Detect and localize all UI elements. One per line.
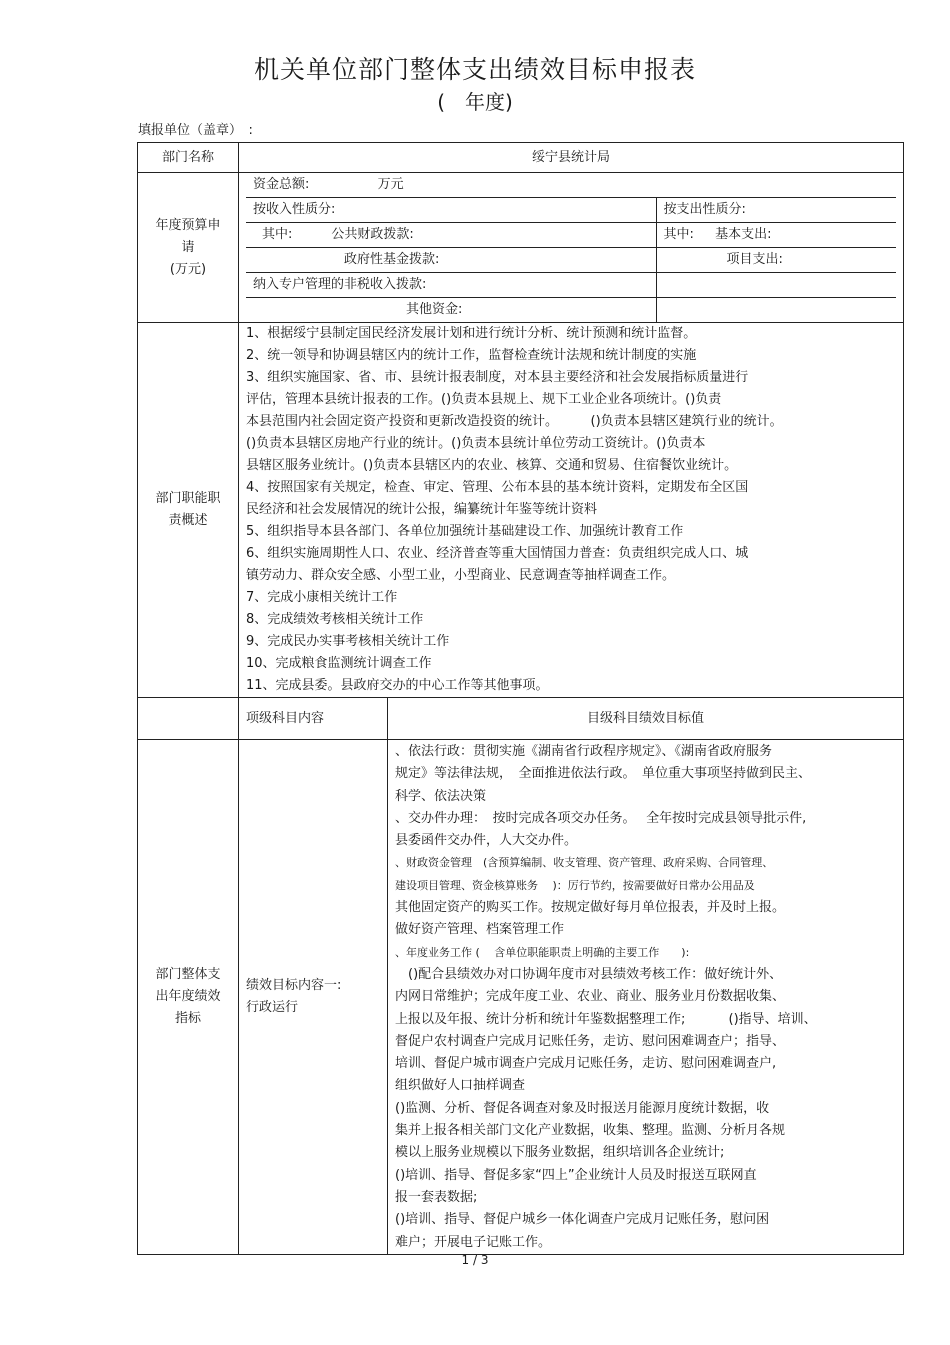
duty-line: 11、完成县委。县政府交办的中心工作等其他事项。	[246, 678, 549, 693]
perf-line: 上报以及年报、统计分析和统计年鉴数据整理工作; ()指导、培训、	[395, 1011, 817, 1027]
declaration-table	[137, 142, 904, 1255]
perf-line: 培训、督促户城市调查户完成月记账任务，走访、慰问困难调查户,	[395, 1056, 777, 1072]
duties-label-line: 部门职能职	[155, 491, 221, 506]
perf-col1-header: 项级科目内容	[239, 698, 388, 740]
duties-label-line: 责概述	[168, 513, 208, 528]
perf-line: 、依法行政：贯彻实施《湖南省行政程序规定》、《湖南省政府服务	[395, 744, 773, 759]
empty-cell	[656, 298, 896, 323]
duty-line: 本县范围内社会固定资产投资和更新改造投资的统计。 ()负责本县辖区建筑行业的统计。	[246, 414, 783, 429]
page-number: 1 / 3	[461, 1253, 489, 1267]
budget-label-line: 请	[181, 239, 195, 255]
total-fund-cell	[246, 173, 896, 198]
perf-line: ()培训、指导、督促户城乡一体化调查户完成月记账任务，慰问困	[395, 1212, 770, 1228]
duty-line: 县辖区服务业统计。()负责本县辖区内的农业、核算、交通和贸易、住宿餐饮业统计。	[246, 458, 738, 473]
page-title: 机关单位部门整体支出绩效目标申报表	[253, 55, 696, 84]
perf-label-line: 部门整体支	[155, 966, 221, 982]
duties-row	[138, 323, 904, 698]
gov-fund-label: 政府性基金拨款:	[246, 248, 656, 273]
non-tax-label: 纳入专户管理的非税收入拨款:	[246, 273, 656, 298]
duty-line: 6、组织实施周期性人口、农业、经济普查等重大国情国力普查：负责组织完成人口、城	[246, 546, 749, 561]
perf-line: 做好资产管理、档案管理工作	[395, 922, 565, 938]
by-income-label: 按收入性质分:	[246, 198, 656, 223]
basic-expense-label: 其中: 基本支出:	[656, 223, 896, 248]
duty-line: 2、统一领导和协调县辖区内的统计工作，监督检查统计法规和统计制度的实施	[246, 348, 697, 363]
perf-line: 、年度业务工作 ( 含单位职能职责上明确的主要工作 ):	[395, 945, 690, 959]
duties-list	[239, 323, 903, 697]
public-finance-label: 其中: 公共财政拨款:	[246, 223, 656, 248]
perf-item-line: 绩效目标内容一:	[246, 977, 342, 993]
duty-line: 3、组织实施国家、省、市、县统计报表制度，对本县主要经济和社会发展指标质量进行	[246, 370, 749, 385]
dept-name-label: 部门名称	[138, 143, 239, 173]
by-expense-label: 按支出性质分:	[656, 198, 896, 223]
perf-label	[138, 740, 239, 1255]
perf-header-row	[138, 698, 904, 740]
perf-item-line: 行政运行	[246, 999, 299, 1015]
total-fund-label: 资金总额:	[253, 177, 310, 192]
duty-line: 5、组织指导本县各部门、各单位加强统计基础建设工作、加强统计教育工作	[246, 524, 684, 539]
perf-label-line: 出年度绩效	[155, 988, 221, 1004]
duty-line: 1、根据绥宁县制定国民经济发展计划和进行统计分析、统计预测和统计监督。	[246, 326, 697, 341]
perf-line: ()培训、指导、督促多家“四上”企业统计人员及时报送互联网直	[395, 1167, 757, 1183]
duty-line: 7、完成小康相关统计工作	[246, 590, 398, 605]
perf-line: 难户；开展电子记账工作。	[395, 1234, 552, 1250]
duty-line: 民经济和社会发展情况的统计公报，编纂统计年鉴等统计资料	[246, 502, 598, 517]
perf-line: 县委函件交办件，人大交办件。	[395, 833, 578, 849]
project-expense-label: 项目支出:	[656, 248, 896, 273]
perf-line: 集并上报各相关部门文化产业数据，收集、整理。监测、分析月各规	[395, 1123, 786, 1139]
perf-row	[138, 740, 904, 1255]
empty-cell	[138, 698, 239, 740]
total-fund-unit: 万元	[377, 177, 404, 192]
budget-label-line: 年度预算申	[155, 217, 221, 233]
perf-line: 组织做好人口抽样调查	[395, 1078, 526, 1094]
budget-label-line: (万元)	[169, 261, 207, 277]
budget-label	[138, 173, 239, 323]
dept-name-row	[138, 143, 904, 173]
perf-line: 科学、依法决策	[395, 788, 487, 804]
perf-line: 、交办件办理： 按时完成各项交办任务。 全年按时完成县领导批示件,	[395, 810, 807, 826]
perf-line: ()配合县绩效办对口协调年度市对县绩效考核工作：做好统计外、	[395, 966, 783, 982]
empty-cell	[656, 273, 896, 298]
perf-line: 督促户农村调查户完成月记账任务，走访、慰问困难调查户；指导、	[395, 1033, 786, 1049]
duty-line: 10、完成粮食监测统计调查工作	[246, 656, 432, 671]
duty-line: 9、完成民办实事考核相关统计工作	[246, 634, 450, 649]
perf-line: 规定》等法律法规， 全面推进依法行政。 单位重大事项坚持做到民主、	[395, 766, 812, 782]
duties-label	[138, 323, 239, 698]
page-subtitle-year: ( 年度)	[437, 90, 513, 114]
dept-name-value: 绥宁县统计局	[239, 143, 904, 173]
duty-line: 评估，管理本县统计报表的工作。()负责本县规上、规下工业企业各项统计。()负责	[246, 392, 722, 407]
perf-line: 、财政资金管理 (含预算编制、收支管理、资产管理、政府采购、合同管理、	[395, 856, 774, 870]
perf-line: 建设项目管理、资金核算账务 )：厉行节约，按需要做好日常办公用品及	[395, 878, 755, 892]
duties-content	[239, 323, 904, 698]
perf-line: 模以上服务业规模以下服务业数据，组织培训各企业统计;	[395, 1145, 725, 1161]
duty-line: ()负责本县辖区房地产行业的统计。()负责本县统计单位劳动工资统计。()负责本	[246, 436, 706, 451]
duty-line: 镇劳动力、群众安全感、小型工业，小型商业、民意调查等抽样调查工作。	[246, 568, 676, 583]
perf-item	[239, 740, 388, 1255]
duty-line: 8、完成绩效考核相关统计工作	[246, 612, 424, 627]
perf-label-line: 指标	[174, 1010, 201, 1026]
perf-line: 报一套表数据;	[395, 1189, 478, 1205]
perf-line: 其他固定资产的购买工作。按规定做好每月单位报表，并及时上报。	[395, 900, 786, 916]
perf-col2-header: 目级科目绩效目标值	[388, 698, 904, 740]
perf-line: ()监测、分析、督促各调查对象及时报送月能源月度统计数据，收	[395, 1100, 770, 1116]
budget-detail	[239, 173, 904, 323]
perf-line: 内网日常维护；完成年度工业、农业、商业、服务业月份数据收集、	[395, 989, 786, 1005]
filling-unit-label: 填报单位（盖章） :	[138, 123, 253, 138]
other-fund-label: 其他资金:	[246, 298, 656, 323]
duty-line: 4、按照国家有关规定，检查、审定、管理、公布本县的基本统计资料，定期发布全区国	[246, 480, 749, 495]
budget-inner-table	[246, 173, 896, 322]
perf-targets	[388, 740, 904, 1255]
budget-row	[138, 173, 904, 323]
